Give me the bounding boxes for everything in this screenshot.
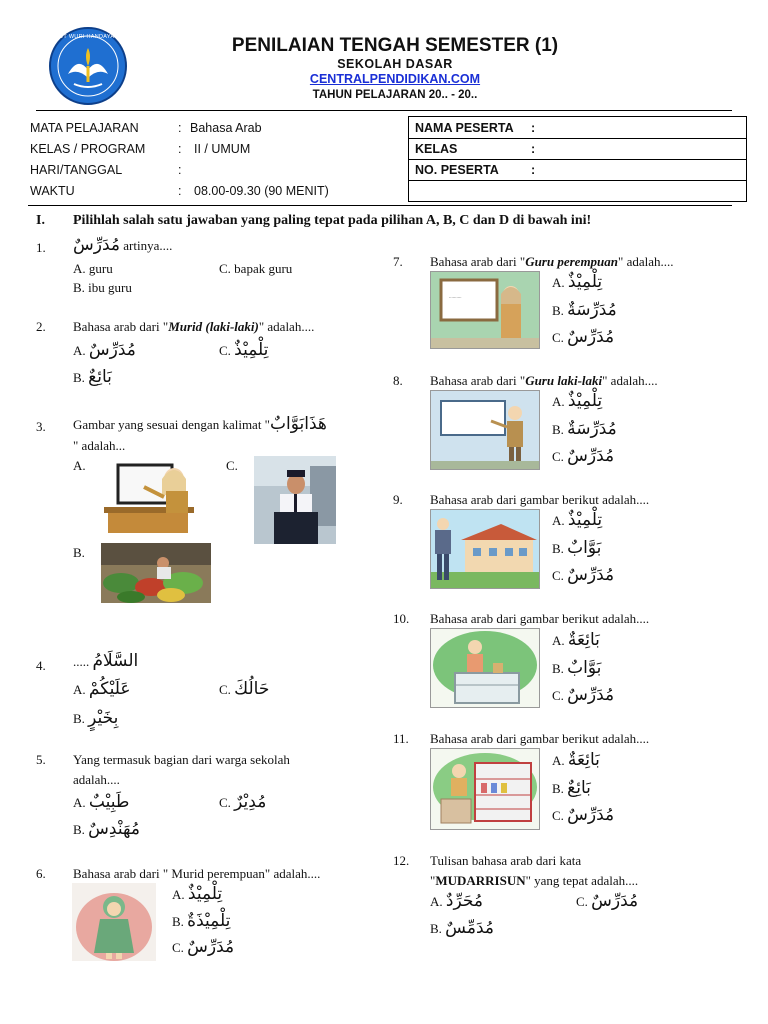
- info-label-time: WAKTU: [30, 184, 75, 198]
- teacher-woman-image[interactable]: [100, 461, 218, 535]
- question-8: Bahasa arab dari "Guru laki-laki" adalah....: [430, 373, 658, 388]
- option-a[interactable]: A. عَلَيْكُمْ: [73, 679, 131, 699]
- question-number: 1.: [36, 240, 46, 255]
- option-b[interactable]: B. مُدَرِّسَةٌ: [552, 419, 617, 439]
- option-c[interactable]: C. مُدِيْرٌ: [219, 792, 267, 812]
- info-colon: :: [178, 184, 182, 198]
- option-a[interactable]: A. مُدَرِّسٌ: [73, 340, 136, 360]
- option-a[interactable]: A. مُحَرِّدٌ: [430, 891, 483, 911]
- arabic-word: السَّلَامُ: [92, 651, 139, 671]
- option-a[interactable]: A. guru: [73, 261, 113, 276]
- question-3: [73, 414, 327, 434]
- info-colon: :: [178, 142, 182, 156]
- option-a[interactable]: A. بَائِعَةٌ: [552, 750, 600, 770]
- participant-class-label: KELAS: [415, 142, 458, 156]
- question-text: artinya....: [123, 238, 173, 253]
- option-c[interactable]: C. bapak guru: [219, 261, 293, 276]
- option-b[interactable]: B. مُدَرِّسَةٌ: [552, 300, 617, 320]
- question-number: 2.: [36, 319, 46, 334]
- page-title: PENILAIAN TENGAH SEMESTER (1): [231, 35, 559, 56]
- question-1: [73, 235, 172, 255]
- question-5-line1: Yang termasuk bagian dari warga sekolah: [73, 752, 290, 767]
- header-divider: [36, 110, 732, 111]
- info-label-date: HARI/TANGGAL: [30, 163, 123, 177]
- security-guard-image[interactable]: [254, 456, 336, 544]
- student-girl-image: [72, 883, 156, 961]
- question-text: Gambar yang sesuai dengan kalimat ": [73, 417, 270, 432]
- option-b[interactable]: B.: [73, 545, 85, 560]
- question-text: " adalah....: [258, 319, 315, 334]
- option-b[interactable]: B. بَوَّابٌ: [552, 658, 602, 678]
- info-label-subject: MATA PELAJARAN: [30, 121, 139, 135]
- option-b[interactable]: B. ibu guru: [73, 280, 132, 295]
- info-colon: :: [178, 121, 182, 135]
- participant-box: [408, 116, 747, 202]
- info-colon: :: [531, 142, 536, 156]
- question-11: Bahasa arab dari gambar berikut adalah....: [430, 731, 650, 746]
- question-number: 5.: [36, 752, 46, 767]
- option-c[interactable]: C. مُدَرِّسٌ: [552, 327, 615, 347]
- question-12-line1: Tulisan bahasa arab dari kata: [430, 853, 582, 868]
- question-6: Bahasa arab dari " Murid perempuan" adalah....: [73, 866, 321, 881]
- option-b[interactable]: B. بَوَّابٌ: [552, 538, 602, 558]
- question-5-line2: adalah....: [73, 772, 120, 787]
- option-a[interactable]: A. تِلْمِيْذٌ: [552, 272, 603, 292]
- guard-at-school-image: [430, 509, 540, 589]
- option-a[interactable]: A.: [73, 458, 86, 473]
- question-number: 10.: [393, 611, 410, 626]
- school-level: SEKOLAH DASAR: [337, 57, 453, 71]
- logo-motto: TUT WURI HANDAYANI: [55, 34, 121, 40]
- arabic-word: مُدَرِّسٌ: [73, 235, 120, 255]
- option-c[interactable]: C. حَالُكَ: [219, 679, 270, 699]
- question-7: Bahasa arab dari "Guru perempuan" adalah....: [430, 254, 674, 269]
- info-value-time: 08.00-09.30 (90 MENIT): [194, 184, 329, 198]
- question-number: 4.: [36, 658, 46, 673]
- info-value-class: II / UMUM: [194, 142, 251, 156]
- option-a[interactable]: A. تِلْمِيْذٌ: [552, 510, 603, 530]
- site-link[interactable]: CENTRALPENDIDIKAN.COM: [309, 72, 481, 86]
- option-a[interactable]: A. طَبِيْبٌ: [73, 792, 130, 812]
- option-c[interactable]: C. مُدَرِّسٌ: [552, 565, 615, 585]
- option-c[interactable]: C. مُدَرِّسٌ: [552, 446, 615, 466]
- section-numeral: I.: [36, 213, 45, 228]
- male-seller-image: [430, 748, 540, 830]
- question-text: .....: [73, 654, 93, 669]
- option-a[interactable]: A. بَائِعَةٌ: [552, 630, 600, 650]
- participant-name-label: NAMA PESERTA: [415, 121, 514, 135]
- section-instruction: Pilihlah salah satu jawaban yang paling tepat pada pilihan A, B, C dan D di bawah ini!: [73, 213, 592, 228]
- info-divider: [28, 205, 732, 206]
- option-c[interactable]: C. مُدَرِّسٌ: [576, 891, 639, 911]
- question-9: Bahasa arab dari gambar berikut adalah....: [430, 492, 650, 507]
- info-value-subject: Bahasa Arab: [190, 121, 262, 135]
- option-b[interactable]: B. مُدَمِّسٌ: [430, 918, 494, 938]
- question-number: 6.: [36, 866, 46, 881]
- option-b[interactable]: B. تِلْمِيْذَةٌ: [172, 911, 231, 931]
- arabic-word: هَذَابَوَّابٌ: [270, 414, 327, 434]
- option-b[interactable]: B. بَائِعٌ: [73, 367, 112, 387]
- question-10: Bahasa arab dari gambar berikut adalah....: [430, 611, 650, 626]
- option-b[interactable]: B. مُهَنْدِسٌ: [73, 819, 140, 839]
- option-c[interactable]: C. تِلْمِيْذٌ: [219, 340, 269, 360]
- option-c[interactable]: C. مُدَرِّسٌ: [552, 805, 615, 825]
- question-number: 8.: [393, 373, 403, 388]
- option-c[interactable]: C.: [226, 458, 238, 473]
- option-c[interactable]: C. مُدَرِّسٌ: [172, 937, 235, 957]
- option-b[interactable]: B. بَائِعٌ: [552, 778, 591, 798]
- participant-number-label: NO. PESERTA: [415, 163, 499, 177]
- female-teacher-image: [430, 271, 540, 349]
- female-seller-image: [430, 628, 540, 708]
- question-keyword: Murid (laki-laki): [168, 319, 259, 334]
- question-number: 9.: [393, 492, 403, 507]
- vegetable-market-image[interactable]: [101, 543, 211, 603]
- question-number: 7.: [393, 254, 403, 269]
- svg-text:..........: ..........: [449, 295, 462, 300]
- question-keyword: MUDARRISUN: [435, 873, 526, 888]
- option-a[interactable]: A. تِلْمِيْذٌ: [172, 884, 223, 904]
- option-b[interactable]: B. بِخَيْرٍ: [73, 708, 119, 728]
- option-a[interactable]: A. تِلْمِيْذٌ: [552, 391, 603, 411]
- academic-year: TAHUN PELAJARAN 20.. - 20..: [312, 89, 478, 101]
- info-label-class: KELAS / PROGRAM: [30, 142, 146, 156]
- question-number: 12.: [393, 853, 410, 868]
- info-colon: :: [178, 163, 182, 177]
- question-number: 11.: [393, 731, 409, 746]
- question-text: " adalah...: [73, 438, 126, 453]
- male-teacher-image: [430, 390, 540, 470]
- question-4: [73, 651, 138, 671]
- info-colon: :: [531, 121, 536, 135]
- question-2: [73, 319, 314, 335]
- question-number: 3.: [36, 419, 46, 434]
- info-colon: :: [531, 163, 536, 177]
- option-c[interactable]: C. مُدَرِّسٌ: [552, 685, 615, 705]
- question-text: Bahasa arab dari ": [73, 319, 169, 334]
- question-12-line2: "MUDARRISUN" yang tepat adalah....: [430, 873, 639, 888]
